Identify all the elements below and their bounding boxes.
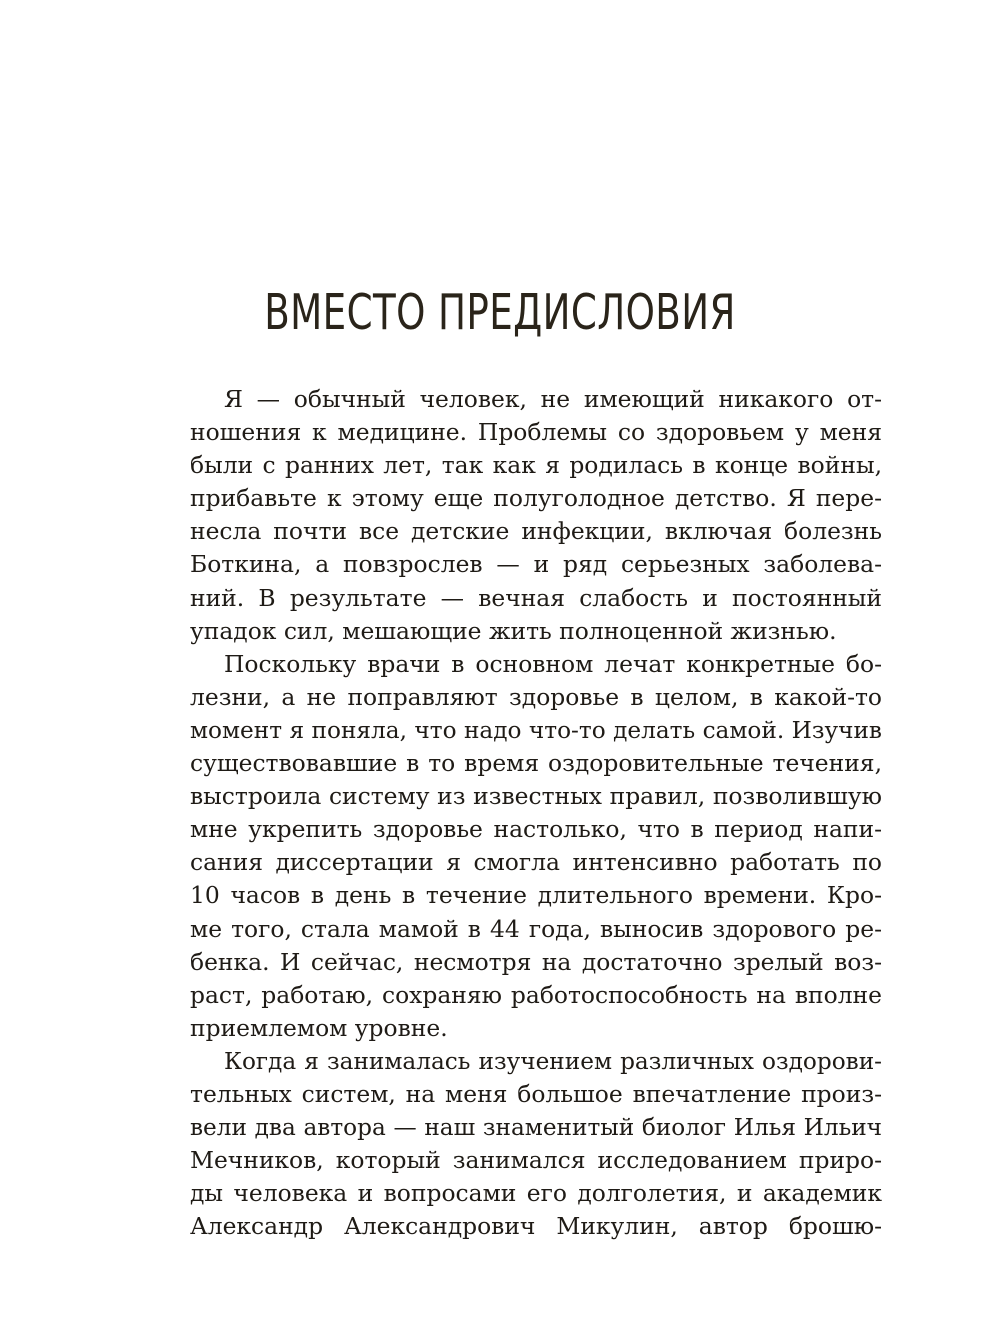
text-line: Боткина, а повзрослев — и ряд серьезных заболева-	[190, 550, 882, 579]
paragraph-3	[190, 1045, 882, 1244]
text-line: лезни, а не поправляют здоровье в целом, в какой-то	[190, 682, 882, 711]
text-line: существовавшие в то время оздоровительные течения,	[190, 749, 882, 778]
text-line: несла почти все детские инфекции, включая болезнь	[190, 517, 882, 546]
text-line: сания диссертации я смогла интенсивно работать по	[190, 848, 882, 877]
text-line: выстроила систему из известных правил, позволившую	[190, 782, 882, 811]
text-line: тельных систем, на меня большое впечатление произ-	[190, 1079, 882, 1108]
text-line: Мечников, который занимался исследованием приро-	[190, 1146, 882, 1175]
paragraph-1	[190, 383, 882, 648]
text-line: вели два автора — наш знаменитый биолог Илья Ильич	[190, 1114, 882, 1142]
text-line: приемлемом уровне.	[190, 1013, 448, 1042]
text-line: раст, работаю, сохраняю работоспособность на вполне	[190, 980, 882, 1009]
text-line: бенка. И сейчас, несмотря на достаточно зрелый воз-	[190, 947, 882, 976]
text-line: момент я поняла, что надо что-то делать самой. Изучив	[190, 716, 882, 744]
chapter-title: ВМЕСТО ПРЕДИСЛОВИЯ	[264, 284, 736, 341]
text-line: были с ранних лет, так как я родилась в конце войны,	[190, 451, 882, 480]
text-line: Когда я занималась изучением различных оздорови-	[224, 1047, 882, 1075]
text-line: упадок сил, мешающие жить полноценной жизнью.	[190, 616, 837, 645]
text-line: прибавьте к этому еще полуголодное детство. Я пере-	[190, 484, 882, 513]
text-line: Я — обычный человек, не имеющий никакого от-	[224, 385, 882, 413]
text-line: мне укрепить здоровье настолько, что в период напи-	[190, 815, 882, 844]
text-line: Поскольку врачи в основном лечат конкретные бо-	[224, 649, 882, 678]
text-line: ды человека и вопросами его долголетия, и академик	[190, 1179, 882, 1208]
text-line: ношения к медицине. Проблемы со здоровьем у меня	[190, 418, 882, 447]
body-text	[190, 383, 882, 1243]
text-line: ме того, стала мамой в 44 года, выносив здорового ре-	[190, 914, 882, 943]
text-line: Александр Александрович Микулин, автор брошю-	[190, 1212, 882, 1241]
paragraph-2	[190, 648, 882, 1045]
text-line: 10 часов в день в течение длительного времени. Кро-	[190, 881, 882, 910]
text-line: ний. В результате — вечная слабость и постоянный	[190, 583, 882, 612]
